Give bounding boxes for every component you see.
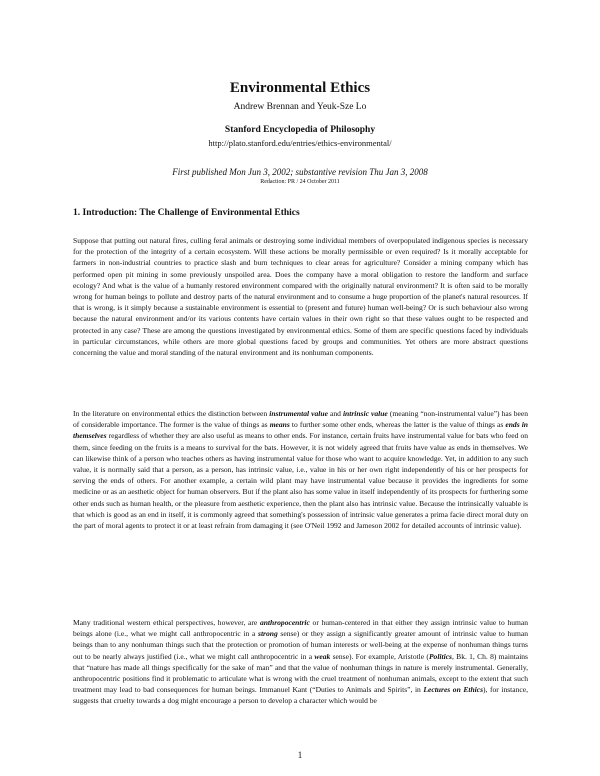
paragraph-3-text: sense). For example, Aristotle (	[330, 651, 429, 661]
paragraph-3	[73, 617, 528, 707]
publication-info: First published Mon Jun 3, 2002; substantive revision Thu Jan 3, 2008	[172, 167, 428, 177]
section-heading: 1. Introduction: The Challenge of Environmental Ethics	[73, 208, 300, 218]
term-strong: strong	[258, 629, 278, 639]
term-ends-in-themselves: ends in themselves	[73, 420, 528, 441]
paragraph-3-text: Many traditional western ethical perspectives, however, are	[73, 618, 260, 627]
paragraph-1: Suppose that putting out natural fires, culling feral animals or destroying some individual members of overpopulated indigenous species is necessary for the protection of the integrity of a certain ecosystem. Will these actions be morally permissible or even required? Is it morally acceptable for farmers in non-industrial countries to practice slash and burn techniques to clear areas for agriculture? Consider a mining company which has performed open pit mining in some previously unspoiled area. Does the company have a moral obligation to restore the landform and surface ecology? And what is the value of a humanly restored environment compared with the originally natural environment? It is often said to be morally wrong for human beings to pollute and destroy parts of the natural environment and to consume a huge proportion of the planet's natural resources. If that is wrong, is it simply because a sustainable environment is essential to (present and future) human well-being? Or is such behaviour also wrong because the natural environment and/or its various contents have certain values in their own right so that these values ought to be respected and protected in any case? These are among the questions investigated by environmental ethics. Some of them are specific questions faced by individuals in particular circumstances, while others are more global questions faced by groups and communities. Yet others are more abstract questions concerning the value and moral standing of the natural environment and its nonhuman components.	[73, 236, 528, 358]
paragraph-2-text: to further some other ends, whereas the latter is the value of things as	[289, 420, 506, 430]
paragraph-3-text: sense) or they assign a significantly greater amount of intrinsic value to human beings than to any nonhuman things such that the protection or promotion of human interests or well-being at the expense of nonhuman things turns out to be nearly always justified (i.e., what we might call anthropocentric in a	[73, 629, 528, 661]
source-url: http://plato.stanford.edu/entries/ethics-environmental/	[208, 138, 392, 148]
term-instrumental-value: instrumental value	[269, 409, 328, 418]
term-anthropocentric: anthropocentric	[259, 618, 310, 627]
term-intrinsic-value: intrinsic value	[342, 409, 388, 418]
paragraph-2-text: In the literature on environmental ethics the distinction between	[73, 409, 270, 418]
book-politics: Politics	[428, 651, 452, 661]
paragraph-2	[73, 408, 528, 531]
term-weak: weak	[314, 651, 331, 661]
paragraph-2-text: and	[327, 409, 343, 418]
paragraph-3-text: , Bk. 1, Ch. 8) maintains that “nature has made all things specifically for the sake of man” and that the value of nonhuman things in nature is merely instrumental. Generally, anthropocentric positions find it problematic to articulate what is wrong with the cruel treatment of nonhuman animals, except to the extent that such treatment may lead to bad consequences for human beings. Immanuel Kant (“Duties to Animals and Spirits”, in	[73, 651, 528, 695]
redaction-note: Redaction: PR / 24 October 2011	[260, 179, 340, 185]
book-lectures-on-ethics: Lectures on Ethics	[423, 685, 484, 695]
paragraph-2-text: (meaning “non-instrumental value”) has been of considerable importance. The former is the value of things as	[73, 409, 528, 430]
paragraph-3-text: or human-centered in that either they assign intrinsic value to human beings alone (i.e., what we might call anthropocentric in a	[73, 618, 528, 639]
document-title: Environmental Ethics	[229, 80, 371, 96]
term-means: means	[269, 420, 290, 430]
paragraph-2-text: regardless of whether they are also useful as means to other ends. For instance, certain fruits have instrumental value for bats who feed on them, since feeding on the fruits is a means to survival for the bats. However, it is not widely agreed that fruits have value as ends in themselves. We can likewise think of a person who teaches others as having instrumental value for those who want to acquire knowledge. Yet, in addition to any such value, it is normally said that a person, as a person, has intrinsic value, i.e., value in his or her own right independently of his or her prospects for serving the ends of others. For another example, a certain wild plant may have instrumental value because it provides the ingredients for some medicine or as an aesthetic object for human observers. But if the plant also has some value in itself independently of its prospects for furthering some other ends such as human health, or the pleasure from aesthetic experience, then the plant also has intrinsic value. Because the intrinsically valuable is that which is good as an end in itself, it is commonly agreed that something's possession of intrinsic value generates a prima facie direct moral duty on the part of moral agents to protect it or at least refrain from damaging it (see O'Neil 1992 and Jameson 2002 for detailed accounts of intrinsic value).	[73, 431, 528, 531]
paragraph-3-text: ), for instance, suggests that cruelty towards a dog might encourage a person to develop a character which would be	[73, 685, 528, 706]
source-name: Stanford Encyclopedia of Philosophy	[224, 125, 376, 135]
authors: Andrew Brennan and Yeuk-Sze Lo	[233, 102, 367, 112]
page-number: 1	[297, 750, 303, 760]
